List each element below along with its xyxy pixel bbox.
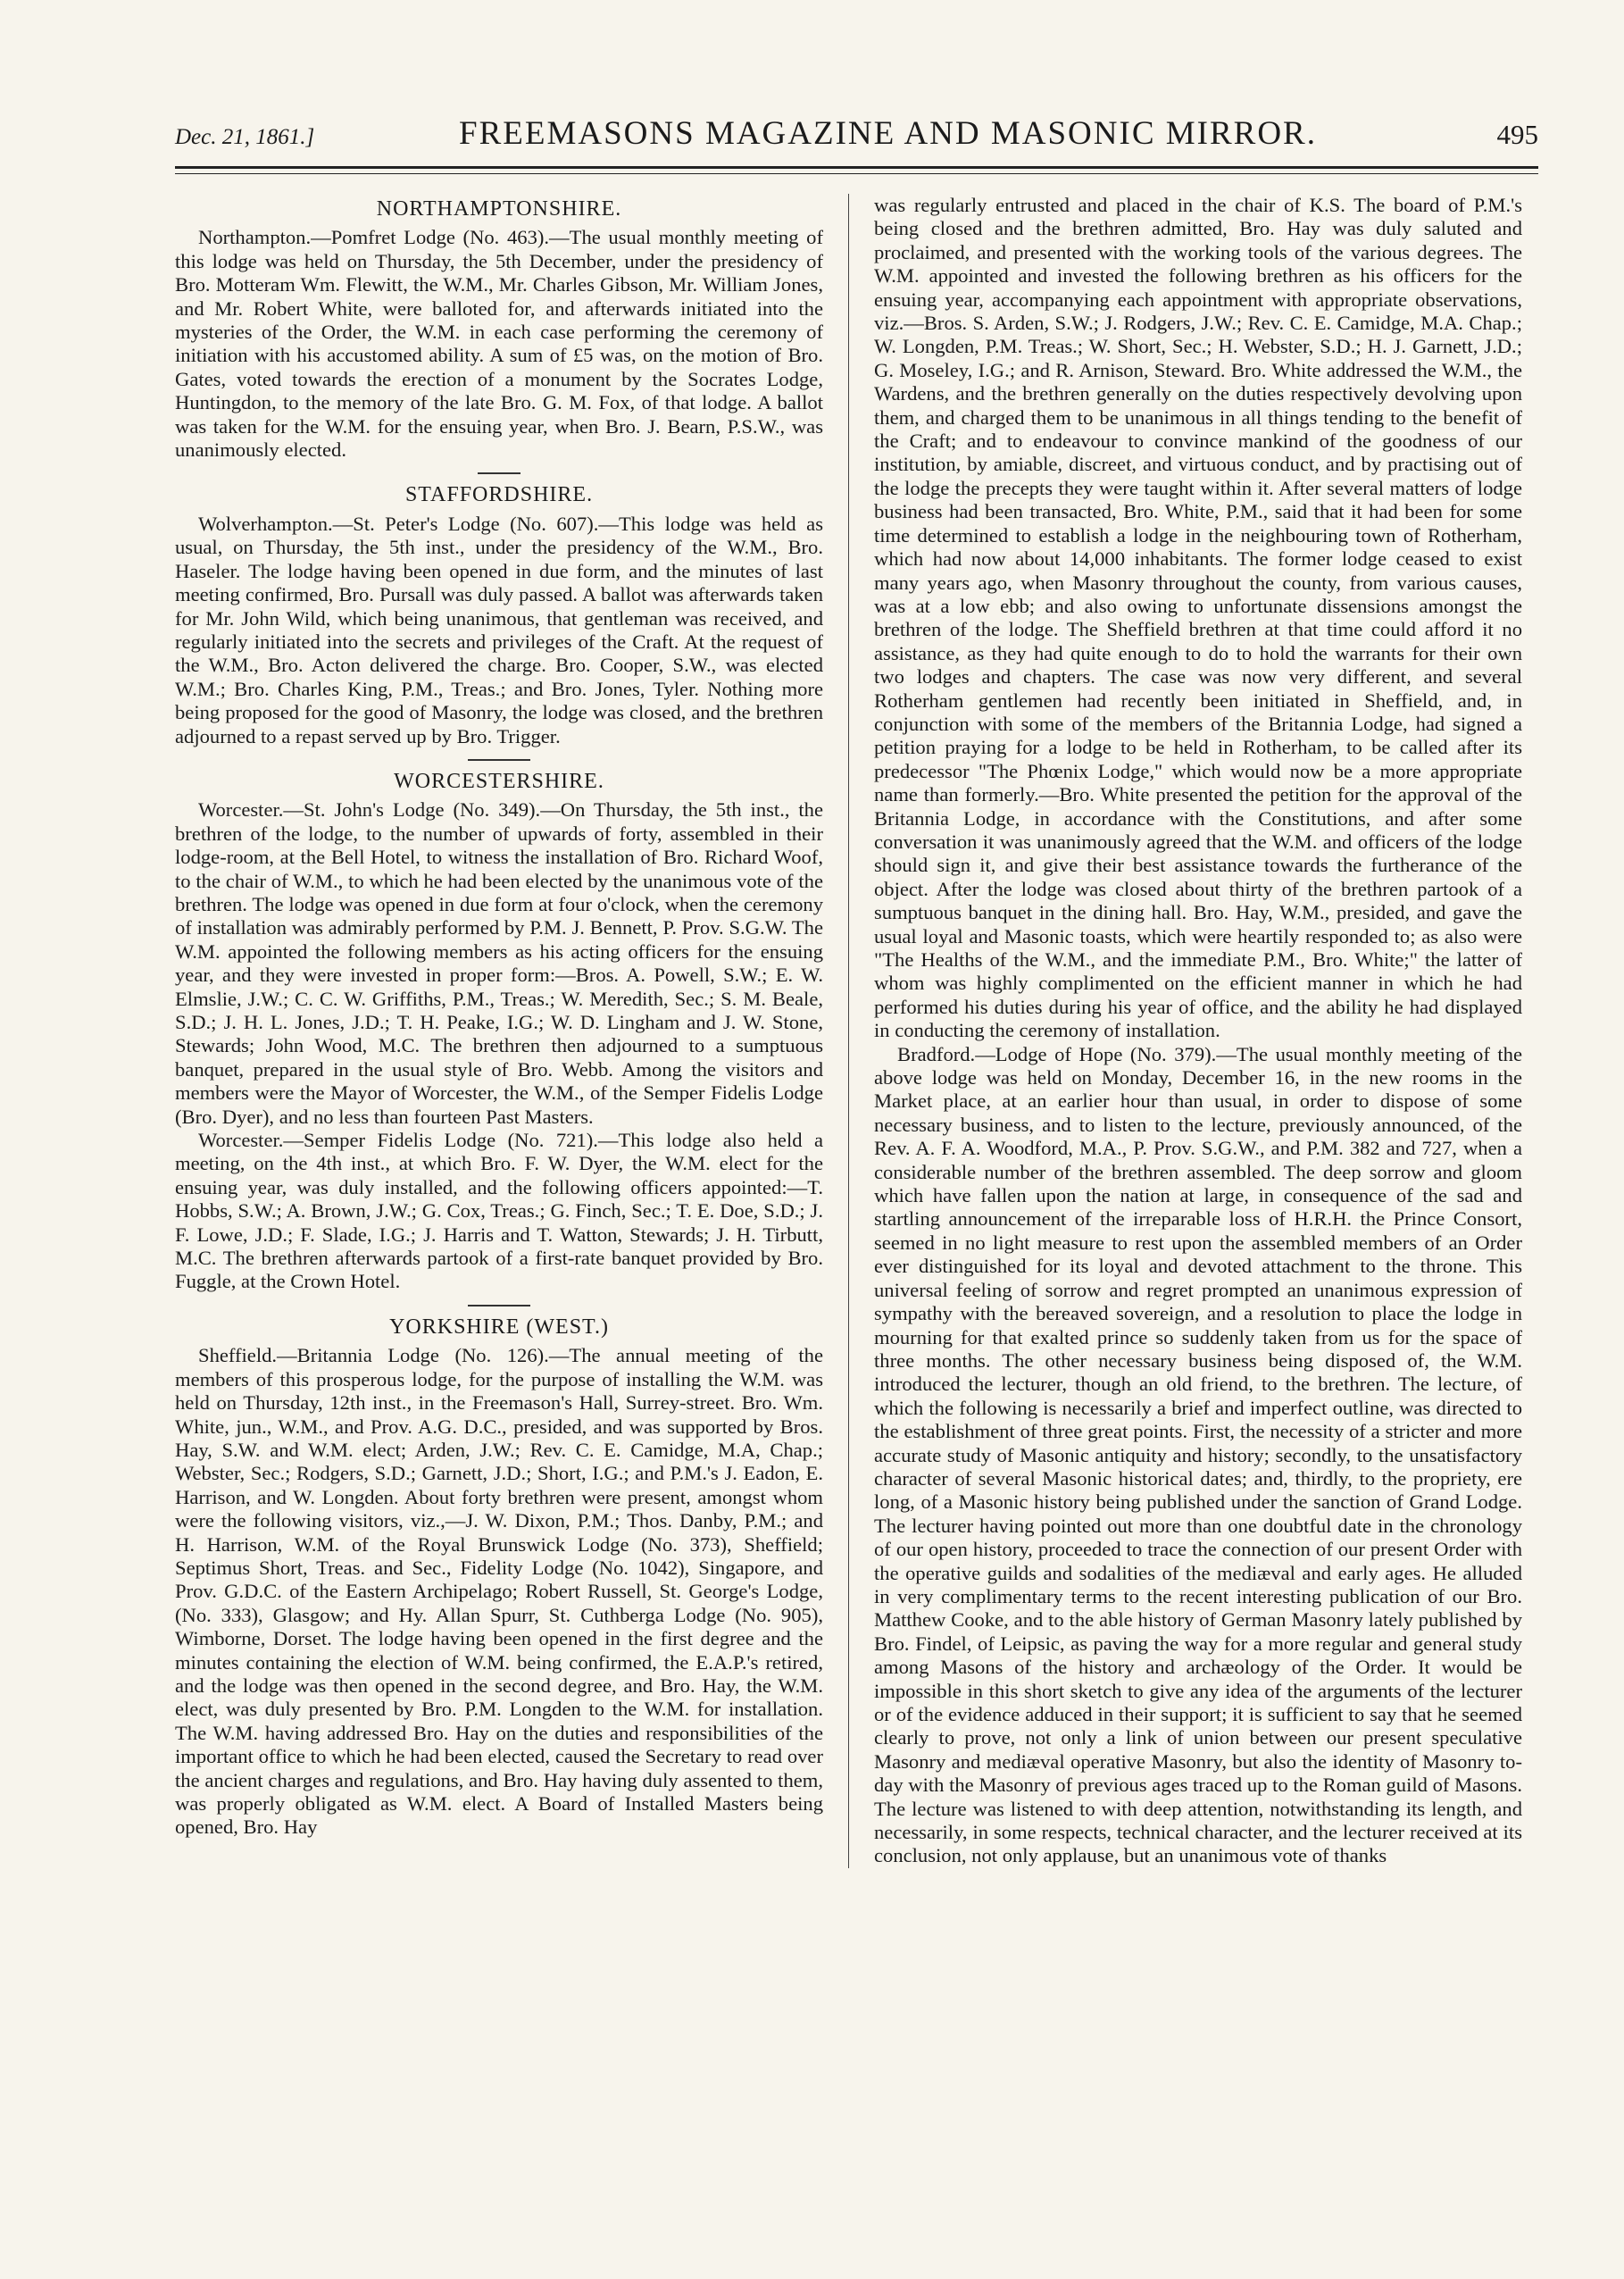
header-rule — [175, 166, 1538, 174]
section-separator — [468, 1305, 530, 1306]
section-separator — [478, 472, 521, 474]
heading-yorkshire-west: YORKSHIRE (WEST.) — [389, 1315, 609, 1339]
heading-staffordshire: STAFFORDSHIRE. — [404, 483, 594, 507]
report-sheffield-britannia-lodge: Sheffield.—Britannia Lodge (No. 126).—The annual meeting of the members of this prosperous lodge, for the purpose of installing the W.M. was held on Thursday, 12th inst., in the Freemason's Hall, Surrey-street. Bro. Wm. White, jun., W.M., and Prov. A.G. D.C., presided, and was supported by Bros. Hay, S.W. and W.M. elect; Arden, J.W.; Rev. C. E. Camidge, M.A, Chap.; Webster, Sec.; Rodgers, S.D.; Garnett, J.D.; Short, I.G.; and P.M.'s J. Eadon, E. Harrison, and W. Longden. About forty brethren were present, amongst whom were the following visitors, viz.,—J. W. Dixon, P.M.; Thos. Danby, P.M.; and H. Harrison, W.M. of the Royal Brunswick Lodge (No. 373), Sheffield; Septimus Short, Treas. and Sec., Fidelity Lodge (No. 1042), Singapore, and Prov. G.D.C. of the Eastern Archipelago; Robert Russell, St. George's Lodge, (No. 333), Glasgow; and Hy. Allan Spurr, St. Cuthberga Lodge (No. 905), Wimborne, Dorset. The lodge having been opened in the first degree and the minutes containing the election of W.M. being confirmed, the E.A.P.'s retired, and the lodge was then opened in the second degree, and Bro. Hay, the W.M. elect, was duly presented by Bro. P.M. Longden to the W.M. for installation. The W.M. having addressed Bro. Hay on the duties and responsibilities of the important office to which he had been elected, caused the Secretary to read over the ancient charges and regulations, and Bro. Hay having duly assented to them, was properly obligated as W.M. elect. A Board of Installed Masters being opened, Bro. Hay — [175, 1344, 823, 1839]
left-column — [175, 194, 849, 1868]
report-northampton-pomfret-lodge: Northampton.—Pomfret Lodge (No. 463).—The usual monthly meeting of this lodge was held on Thursday, the 5th December, under the presidency of Bro. Motteram Wm. Flewitt, the W.M., Mr. Charles Gibson, Mr. William Jones, and Mr. Robert White, were balloted for, and afterwards initiated into the mysteries of the Order, the W.M. in each case performing the ceremony of initiation with his accustomed ability. A sum of £5 was, on the motion of Bro. Gates, voted towards the erection of a monument by the Socrates Lodge, Huntingdon, to the memory of the late Bro. G. M. Fox, of that lodge. A ballot was taken for the W.M. for the ensuing year, when Bro. J. Bearn, P.S.W., was unanimously elected. — [175, 226, 823, 462]
masthead-title: FREEMASONS MAGAZINE AND MASONIC MIRROR. — [459, 115, 1317, 152]
report-sheffield-continued: was regularly entrusted and placed in the chair of K.S. The board of P.M.'s being closed and the brethren admitted, Bro. Hay was duly saluted and proclaimed, and presented with the working tools of the various degrees. The W.M. appointed and invested the following brethren as his officers for the ensuing year, accompanying each appointment with appropriate observations, viz.—Bros. S. Arden, S.W.; J. Rodgers, J.W.; Rev. C. E. Camidge, M.A. Chap.; W. Longden, P.M. Treas.; W. Short, Sec.; H. Webster, S.D.; H. J. Garnett, J.D.; G. Moseley, I.G.; and R. Arnison, Steward. Bro. White addressed the W.M., the Wardens, and the brethren generally on the duties respectively devolving upon them, and charged them to be unanimous in all things tending to the benefit of the Craft; and to endeavour to convince mankind of the goodness of our institution, by amiable, discreet, and virtuous conduct, and by practising out of the lodge the precepts they were taught within it. After several matters of lodge business had been transacted, Bro. White, P.M., said that it had been for some time determined to establish a lodge in the neighbouring town of Rotherham, which had now about 14,000 inhabitants. The former lodge ceased to exist many years ago, when Masonry throughout the county, from various causes, was at a low ebb; and also owing to unfortunate dissensions amongst the brethren of the lodge. The Sheffield brethren at that time could afford it no assistance, as they had quite enough to do to hold the warrants for their own two lodges and chapters. The case was now very different, and several Rotherham gentlemen had recently been initiated in Sheffield, and, in conjunction with some of the members of the Britannia Lodge, had signed a petition praying for a lodge to be held in Rotherham, to be called after its predecessor "The Phœnix Lodge," which would now be a more appropriate name than formerly.—Bro. White presented the petition for the approval of the Britannia Lodge, in accordance with the Constitutions, and after some conversation it was unanimously agreed that the W.M. and officers of the lodge should sign it, and give their best assistance towards the furtherance of the object. After the lodge was closed about thirty of the brethren partook of a sumptuous banquet in the dining hall. Bro. Hay, W.M., presided, and gave the usual loyal and Masonic toasts, which were heartily responded to; as also were "The Healths of the W.M., and the immediate P.M., Bro. White;" the latter of whom was highly complimented on the efficient manner in which he had performed his duties during his year of office, and the ability he had displayed in conducting the ceremony of installation. — [874, 194, 1522, 1042]
heading-worcestershire: WORCESTERSHIRE. — [394, 769, 604, 793]
page-header — [175, 114, 1538, 154]
report-wolverhampton-st-peters-lodge: Wolverhampton.—St. Peter's Lodge (No. 607).—This lodge was held as usual, on Thursday, the 5th inst., under the presidency of the W.M., Bro. Haseler. The lodge having been opened in due form, and the minutes of last meeting confirmed, Bro. Pursall was duly passed. A ballot was afterwards taken for Mr. John Wild, which being unanimous, that gentleman was received, and regularly initiated into the secrets and privileges of the Craft. At the request of the W.M., Bro. Acton delivered the charge. Bro. Cooper, S.W., was elected W.M.; Bro. Charles King, P.M., Treas.; and Bro. Jones, Tyler. Nothing more being proposed for the good of Masonry, the lodge was closed, and the brethren adjourned to a repast served up by Bro. Trigger. — [175, 512, 823, 747]
section-separator — [468, 759, 530, 761]
report-worcester-st-johns-lodge: Worcester.—St. John's Lodge (No. 349).—On Thursday, the 5th inst., the brethren of the lodge, to the number of upwards of forty, assembled in their lodge-room, at the Bell Hotel, to witness the installation of Bro. Richard Woof, to the chair of W.M., to which he had been elected by the unanimous vote of the brethren. The lodge was opened in due form at four o'clock, when the ceremony of installation was admirably performed by P.M. J. Bennett, P. Prov. S.G.W. The W.M. appointed the following members as his acting officers for the ensuing year, and they were invested in proper form:—Bros. A. Powell, S.W.; E. W. Elmslie, J.W.; C. C. W. Griffiths, P.M., Treas.; W. Meredith, Sec.; S. M. Beale, S.D.; J. H. L. Jones, J.D.; T. H. Peake, I.G.; W. D. Lingham and J. W. Stone, Stewards; John Wood, M.C. The brethren then adjourned to a sumptuous banquet, prepared in the usual style of Bro. Webb. Among the visitors and members were the Mayor of Worcester, the W.M., of the Semper Fidelis Lodge (Bro. Dyer), and no less than fourteen Past Masters. — [175, 798, 823, 1128]
heading-northamptonshire: NORTHAMPTONSHIRE. — [376, 197, 622, 221]
report-bradford-lodge-of-hope: Bradford.—Lodge of Hope (No. 379).—The usual monthly meeting of the above lodge was held on Monday, December 16, in the new rooms in the Market place, at an earlier hour than usual, in order to dispose of some necessary business, and to listen to the lecture, previously announced, of the Rev. A. F. A. Woodford, M.A., P. Prov. S.G.W., and P.M. 382 and 727, when a considerable number of the brethren assembled. The deep sorrow and gloom which have fallen upon the nation at large, in consequence of the sad and startling announcement of the irreparable loss of H.R.H. the Prince Consort, seemed in no light measure to rest upon the assembled members of an Order ever distinguished for its loyal and devoted attachment to the throne. This universal feeling of sorrow and regret prompted an unanimous expression of sympathy with the bereaved sovereign, and a resolution to place the lodge in mourning for that exalted prince so suddenly taken from us for the space of three months. The other necessary business being disposed of, the W.M. introduced the lecturer, though an old friend, to the brethren. The lecture, of which the following is necessarily a brief and imperfect outline, was directed to the establishment of three great points. First, the necessity of a stricter and more accurate study of Masonic antiquity and history; secondly, to the unsatisfactory character of several Masonic historical dates; and, thirdly, to the propriety, ere long, of a Masonic history being published under the sanction of Grand Lodge. The lecturer having pointed out more than one doubtful date in the chronology of our open history, proceeded to trace the connection of our present Order with the operative guilds and sodalities of the mediæval and early ages. He alluded in very complimentary terms to the recent interesting publication of our Bro. Matthew Cooke, and to the able history of German Masonry lately published by Bro. Findel, of Leipsic, as paving the way for a more regular and general study among Masons of the history and archæology of the Order. It would be impossible in this short sketch to give any idea of the arguments of the lecturer or of the evidence adduced in their support; it is sufficient to say that he seemed clearly to prove, not only a link of union between our present speculative Masonry and mediæval operative Masonry, but also the identity of Masonry to-day with the Masonry of previous ages traced up to the Roman guild of Masons. The lecture was listened to with deep attention, notwithstanding its length, and necessarily, in some respects, technical character, and the lecturer received at its conclusion, not only applause, but an unanimous vote of thanks — [874, 1042, 1523, 1867]
right-column — [849, 194, 1522, 1868]
page-number: 495 — [1496, 119, 1538, 150]
report-worcester-semper-fidelis-lodge: Worcester.—Semper Fidelis Lodge (No. 721).—This lodge also held a meeting, on the 4th inst., at which Bro. F. W. Dyer, the W.M. elect for the ensuing year, was duly installed, and the following officers appointed:—T. Hobbs, S.W.; A. Brown, J.W.; G. Cox, Treas.; G. Finch, Sec.; T. E. Doe, S.D.; J. F. Lowe, J.D.; F. Slade, I.G.; J. Harris and T. Watton, Stewards; J. H. Tirbutt, M.C. The brethren afterwards partook of a first-rate banquet provided by Bro. Fuggle, at the Crown Hotel. — [175, 1129, 823, 1293]
header-date: Dec. 21, 1861.] — [175, 125, 315, 149]
two-column-body — [175, 194, 1538, 1868]
